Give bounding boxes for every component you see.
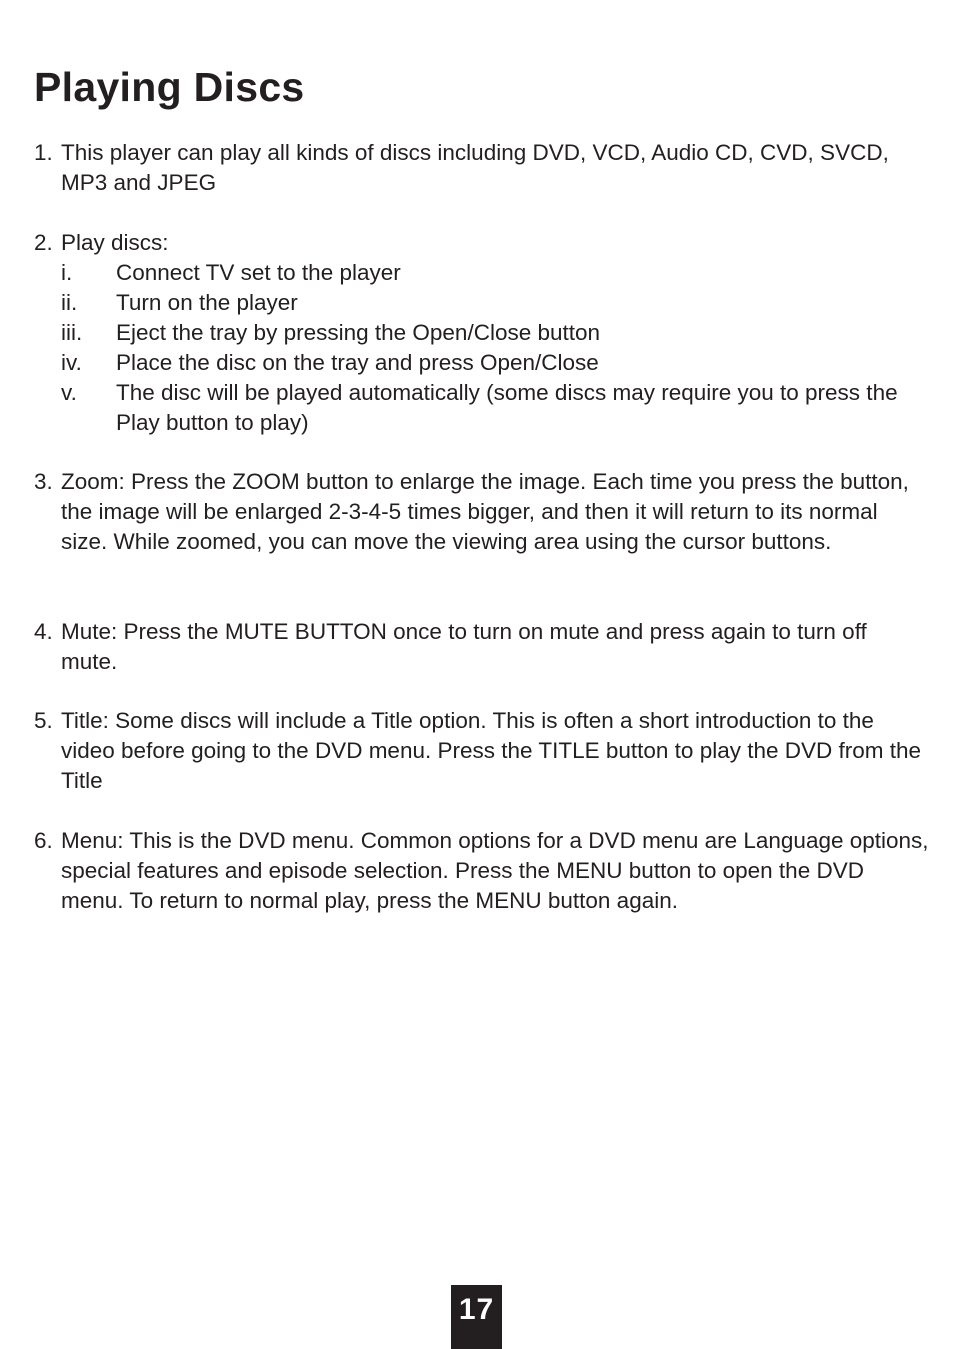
item-text: Menu: This is the DVD menu. Common options for a DVD menu are Language options, special features and episode selection. Press the MENU button to open the DVD menu. To return to normal play, press the MENU button again. (61, 828, 929, 913)
sub-item-text: Eject the tray by pressing the Open/Close button (116, 320, 601, 345)
sub-item-text: The disc will be played automatically (some discs may require you to press the Play button to play) (116, 380, 898, 435)
sub-item-number: iv. (61, 350, 82, 375)
item-number: 1. (34, 140, 53, 165)
item-number: 3. (34, 469, 53, 494)
item-text: Title: Some discs will include a Title option. This is often a short introduction to the video before going to the DVD menu. Press the TITLE button to play the DVD from the Title (61, 708, 922, 793)
list-item-5 (34, 706, 934, 796)
list-item-6 (34, 826, 934, 916)
sub-item-i (61, 258, 921, 288)
sub-item-ii (61, 288, 921, 318)
item-text: Mute: Press the MUTE BUTTON once to turn on mute and press again to turn off mute. (61, 619, 867, 674)
list-item-1 (34, 138, 934, 198)
sub-item-number: iii. (61, 320, 83, 345)
item-text: Zoom: Press the ZOOM button to enlarge the image. Each time you press the button, the image will be enlarged 2-3-4-5 times bigger, and then it will return to its normal size. While zoomed, you can move the viewing area using the cursor buttons. (61, 469, 909, 554)
sub-item-text: Turn on the player (116, 290, 298, 315)
item-text: Play discs: (61, 230, 169, 255)
sub-item-number: i. (61, 260, 73, 285)
sub-item-text: Connect TV set to the player (116, 260, 401, 285)
item-number: 2. (34, 230, 53, 255)
sub-item-number: ii. (61, 290, 78, 315)
sub-item-iv (61, 348, 921, 378)
page-number-badge: 17 (451, 1285, 502, 1349)
page-title: Playing Discs (34, 64, 305, 110)
sub-item-text: Place the disc on the tray and press Open/Close (116, 350, 599, 375)
item-number: 6. (34, 828, 53, 853)
sub-item-iii (61, 318, 921, 348)
item-number: 4. (34, 619, 53, 644)
sub-item-number: v. (61, 380, 77, 405)
list-item-2 (34, 228, 934, 258)
list-item-4 (34, 617, 934, 677)
item-number: 5. (34, 708, 53, 733)
item-text: This player can play all kinds of discs including DVD, VCD, Audio CD, CVD, SVCD, MP3 and JPEG (61, 140, 889, 195)
sub-item-v (61, 378, 921, 438)
list-item-3 (34, 467, 934, 557)
